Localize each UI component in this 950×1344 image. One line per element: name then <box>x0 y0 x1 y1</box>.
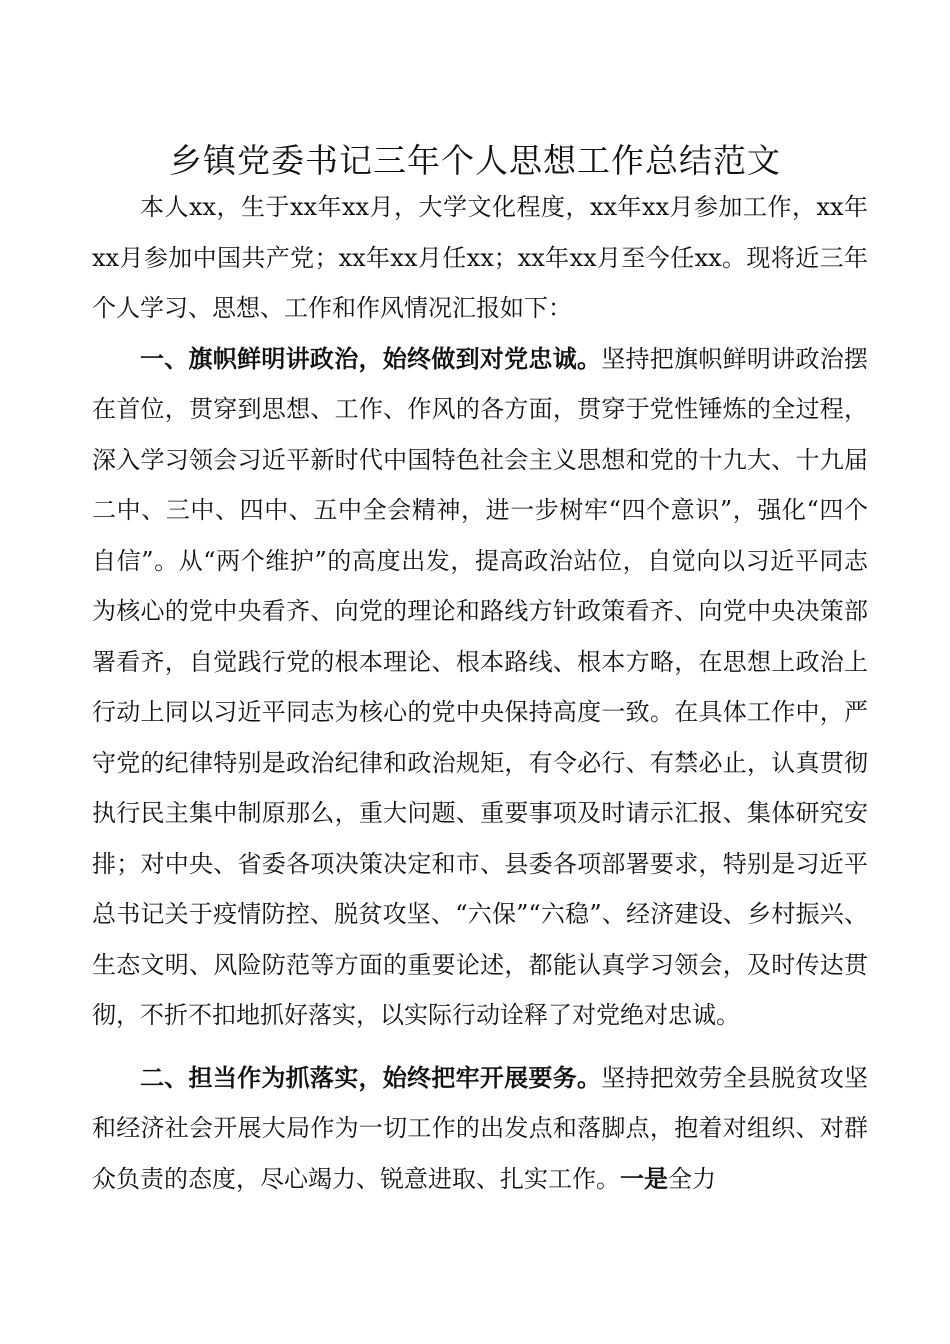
section-2-body: 坚持把效劳全县脱贫攻坚和经济社会开展大局作为一切工作的出发点和落脚点，抱着对组织、对群众负责的态度，尽心竭力、锐意进取、扎实工作。 <box>92 1063 869 1193</box>
section-1-heading: 一、旗帜鲜明讲政治，始终做到对党忠诚。 <box>140 344 602 373</box>
section-2-heading: 二、担当作为抓落实，始终把牢开展要务。 <box>140 1063 602 1092</box>
section-2-item-text: 全力 <box>668 1164 716 1193</box>
section-2-paragraph <box>92 1053 868 1205</box>
section-1-body: 坚持把旗帜鲜明讲政治摆在首位，贯穿到思想、工作、作风的各方面，贯穿于党性锤炼的全过程，深入学习领会习近平新时代中国特色社会主义思想和党的十九大、十九届二中、三中、四中、五中全会精神，进一步树牢“四个意识”，强化“四个自信”。从“两个维护”的高度出发，提高政治站位，自觉向以习近平同志为核心的党中央看齐、向党的理论和路线方针政策看齐、向党中央决策部署看齐，自觉践行党的根本理论、根本路线、根本方略，在思想上政治上行动上同以习近平同志为核心的党中央保持高度一致。在具体工作中，严守党的纪律特别是政治纪律和政治规矩，有令必行、有禁必止，认真贯彻执行民主集中制原那么，重大问题、重要事项及时请示汇报、集体研究安排；对中央、省委各项决策决定和市、县委各项部署要求，特别是习近平总书记关于疫情防控、脱贫攻坚、“六保”“六稳”、经济建设、乡村振兴、生态文明、风险防范等方面的重要论述，都能认真学习领会，及时传达贯彻，不折不扣地抓好落实，以实际行动诠释了对党绝对忠诚。 <box>92 344 869 1029</box>
section-1-paragraph <box>92 334 868 1041</box>
section-2-item-label: 一是 <box>620 1164 668 1193</box>
intro-paragraph: 本人xx，生于xx年xx月，大学文化程度，xx年xx月参加工作，xx年xx月参加中国共产党；xx年xx月任xx；xx年xx月至今任xx。现将近三年个人学习、思想、工作和作风情况汇报如下： <box>92 193 868 322</box>
document-body <box>92 182 868 1216</box>
document-title: 乡镇党委书记三年个人思想工作总结范文 <box>169 141 781 180</box>
